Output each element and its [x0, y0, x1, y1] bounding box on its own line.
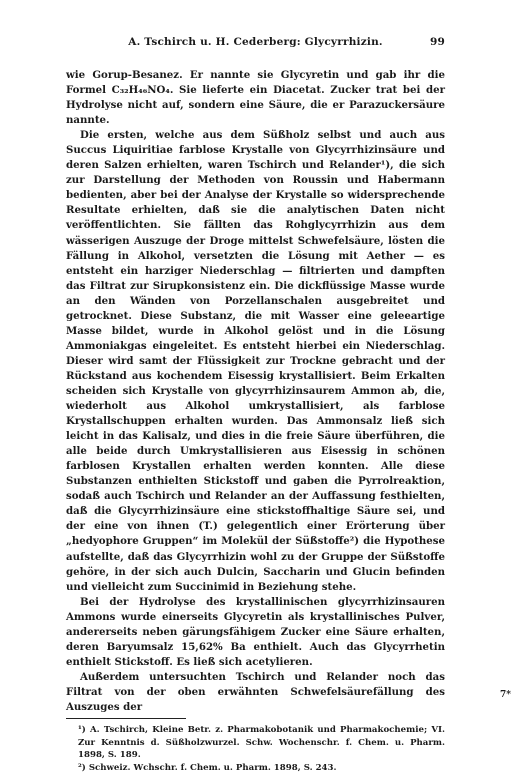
paragraph-2: Die ersten, welche aus dem Süßholz selbst und auch aus Succus Liquiritiae farblose Krystalle von Glycyrrhizinsäure und deren Salzen erhielten, waren Tschirch und Relander¹), die sich zur Darstellung der Methoden von Roussin und Habermann bedienten, aber bei der Analyse der Krystalle so widersprechende Resultate erhielten, daß sie die analytischen Daten nicht veröffentlichten. Sie fällten das Rohglycyrrhizin aus dem wässerigen Auszuge der Droge mittelst Schwefelsäure, lösten die Fällung in Alkohol, versetzten die Lösung mit Aether — es entsteht ein harziger Niederschlag — filtrierten und dampften das Filtrat zur Sirupkonsistenz ein. Die dickflüssige Masse wurde an den Wänden von Porzellanschalen ausgebreitet und getrocknet. Diese Substanz, die mit Wasser eine geleeartige Masse bildet, wurde in Alkohol gelöst und in die Lösung Ammoniakgas eingeleitet. Es entsteht hierbei ein Niederschlag. Dieser wird samt der Flüssigkeit zur Trockne gebracht und der Rückstand aus kochendem Eisessig krystallisiert. Beim Erkalten scheiden sich Krystalle von glycyrrhizinsaurem Ammon ab, die, wiederholt aus Alkohol umkrystallisiert, als farblose Krystallschuppen erhalten wurden. Das Ammonsalz ließ sich leicht in das Kalisalz, und dies in die freie Säure überführen, die alle beide durch Umkrystallisieren aus Eisessig in schönen farblosen Krystallen erhalten werden konnten. Alle diese Substanzen enthielten Stickstoff und gaben die Pyrrolreaktion, sodaß auch Tschirch und Relander an der Auffassung festhielten, daß die Glycyrrhizinsäure eine stickstoffhaltige Säure sei, und der eine von ihnen (T.) gelegentlich einer Erörterung über „hedyophore Gruppen“ im Molekül der Süßstoffe²) die Hypothese aufstellte, daß das Glycyrrhizin wohl zu der Gruppe der Süßstoffe gehöre, in der sich auch Dulcin, Saccharin und Glucin befinden und vielleicht zum Succinimid in Beziehung stehe.	[66, 129, 445, 593]
paragraph-3: Bei der Hydrolyse des krystallinischen glycyrrhizinsauren Ammons wurde einerseits Glycyretin als krystallinisches Pulver, andererseits neben gärungsfähigem Zucker eine Säure erhalten, deren Baryumsalz 15,62% Ba enthielt. Auch das Glycyrrhetin enthielt Stickstoff. Es ließ sich acetylieren.	[66, 595, 445, 668]
page-number: 99	[429, 36, 445, 48]
signature-mark: 7*	[500, 690, 511, 700]
footnotes	[66, 724, 445, 774]
running-title: A. Tschirch u. H. Cederberg: Glycyrrhizin.	[128, 36, 383, 48]
paragraph-1: wie Gorup-Besanez. Er nannte sie Glycyretin und gab ihr die Formel C₃₂H₄₆NO₄. Sie lieferte ein Diacetat. Zucker trat bei der Hydrolyse nicht auf, sondern eine Säure, die er Parazuckersäure nannte.	[66, 69, 445, 127]
running-header	[66, 34, 445, 52]
paragraph-4: Außerdem untersuchten Tschirch und Relander noch das Filtrat von der oben erwähnten Schwefelsäurefällung des Auszuges der	[66, 670, 445, 713]
body-text	[66, 68, 445, 715]
footnote-1: ¹) A. Tschirch, Kleine Betr. z. Pharmakobotanik und Pharmakochemie; VI. Zur Kenntnis d. Süßholzwurzel. Schw. Wochenschr. f. Chem. u. Pharm. 1898, S. 189.	[78, 725, 445, 761]
footnote-rule	[66, 718, 186, 719]
footnote-2: ²) Schweiz. Wchschr. f. Chem. u. Pharm. 1898, S. 243.	[78, 762, 337, 773]
document-page	[66, 34, 445, 774]
